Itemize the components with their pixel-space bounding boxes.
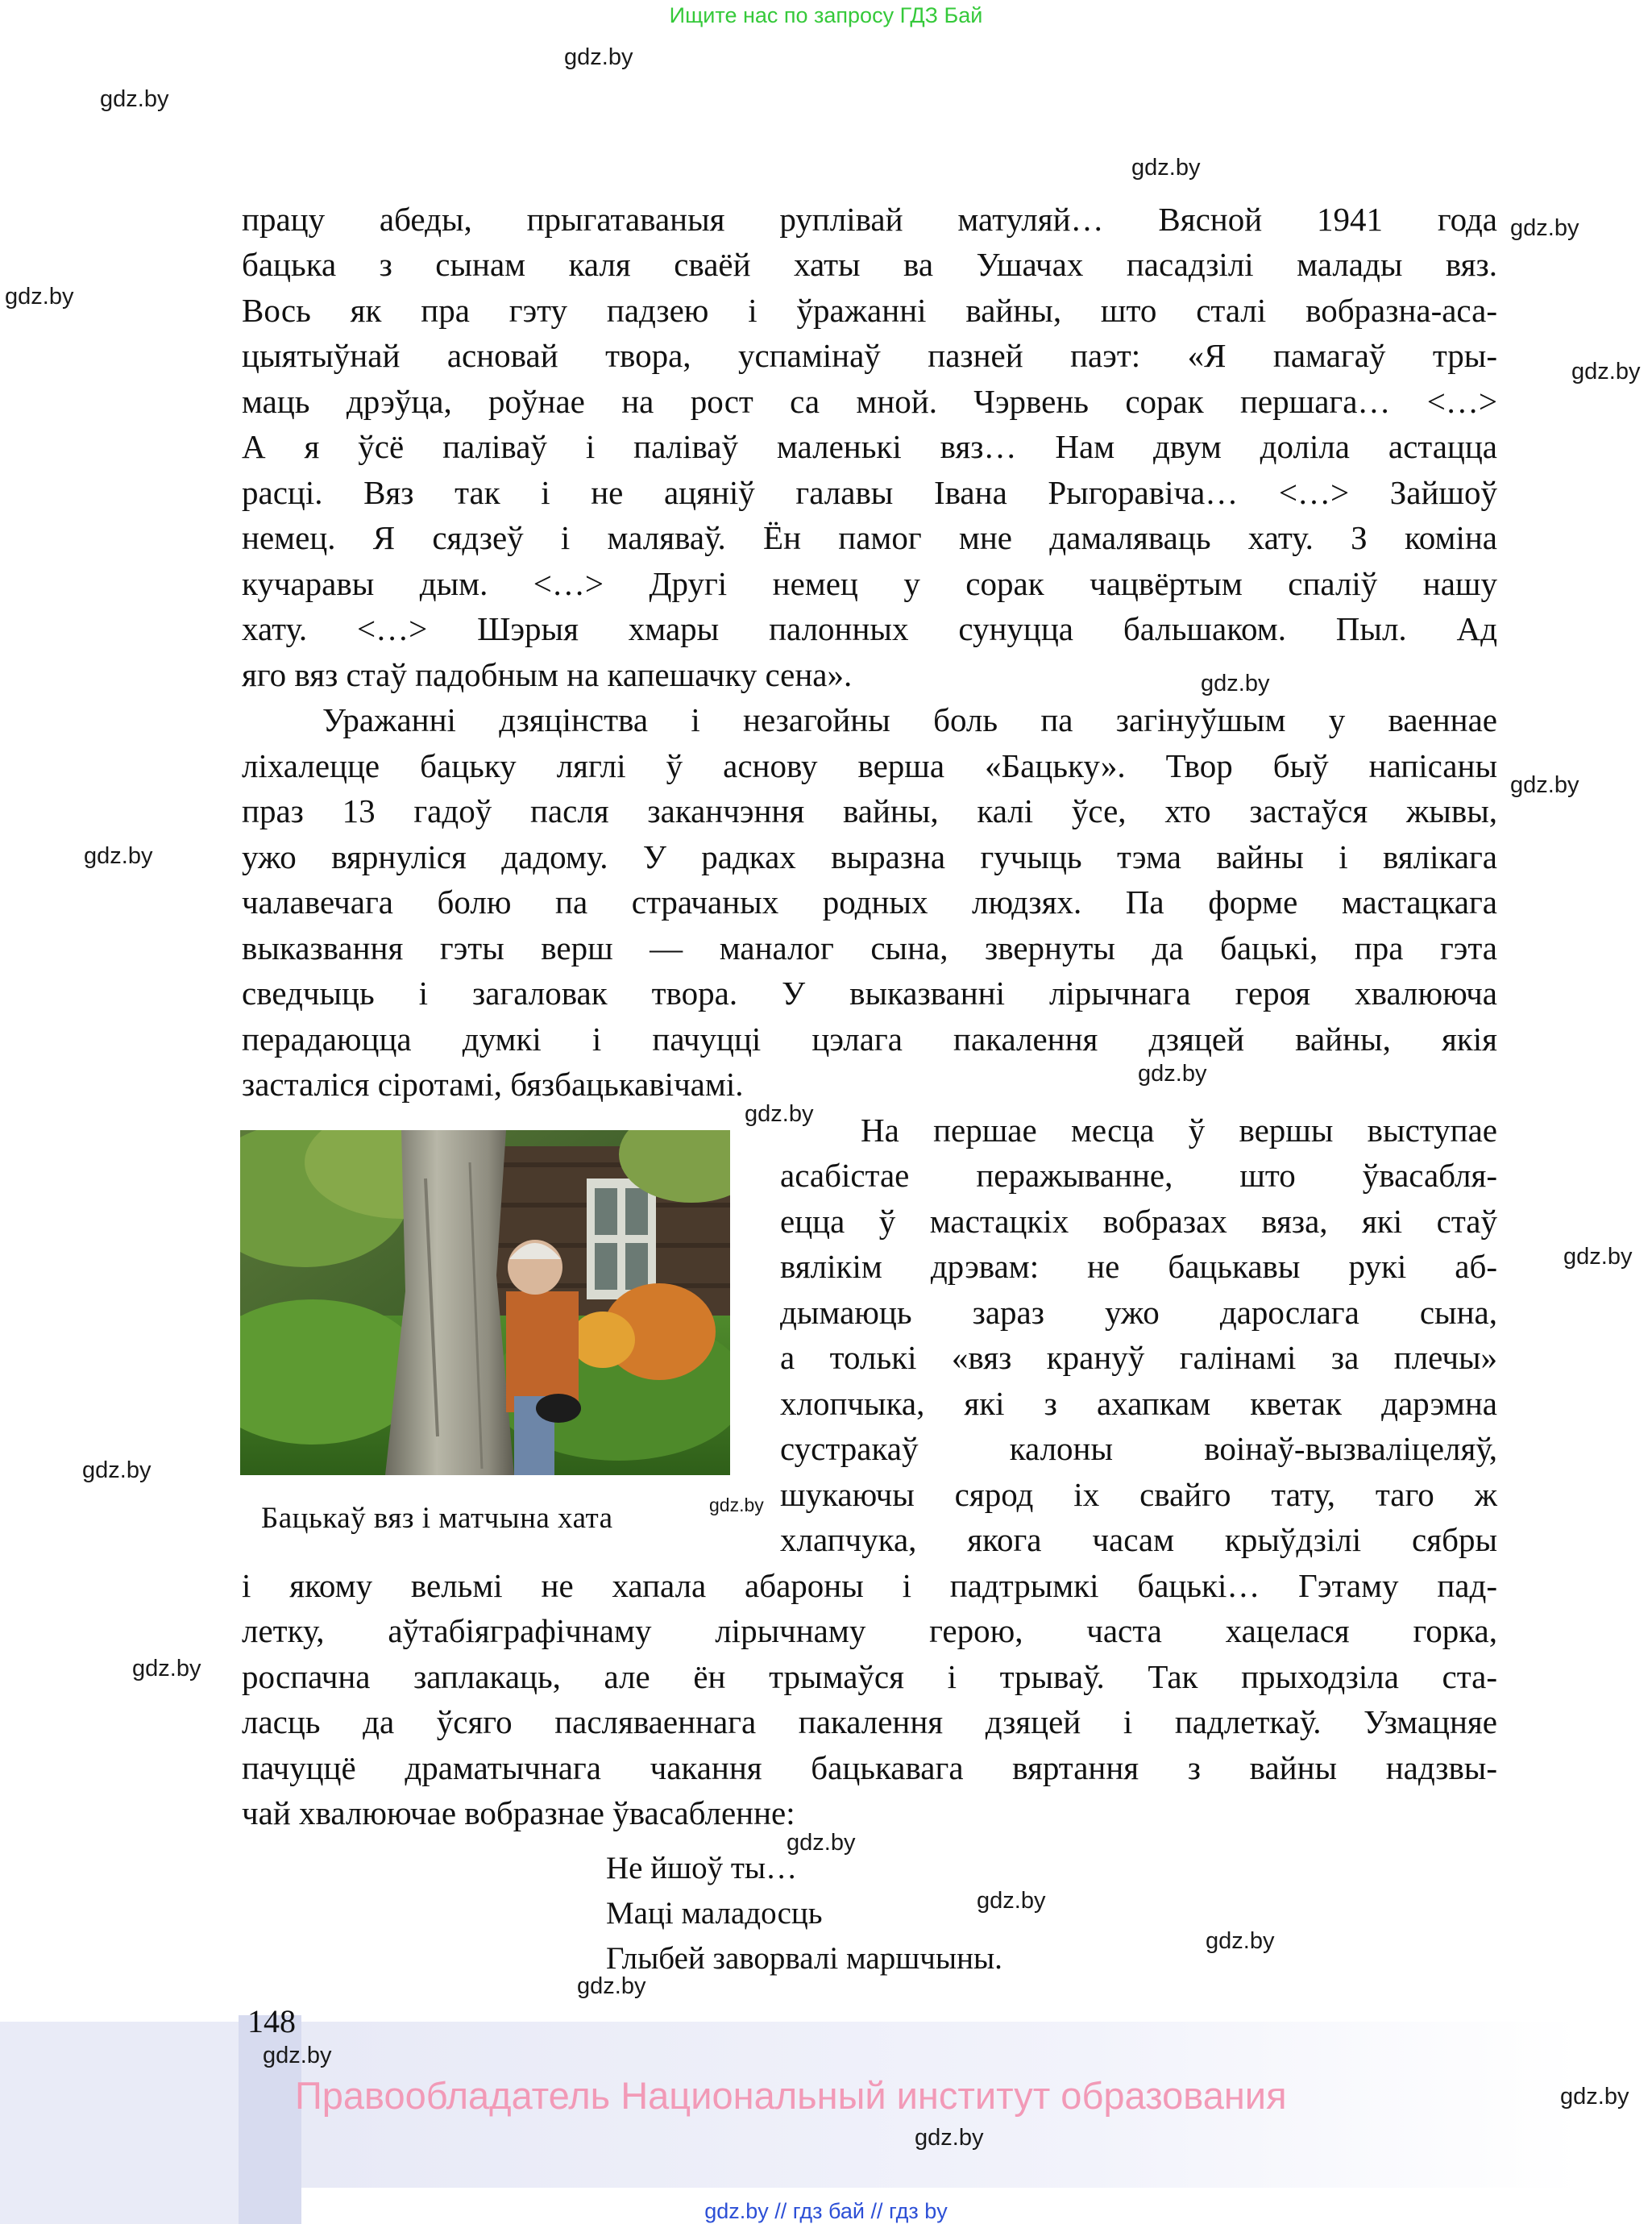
watermark: gdz.by — [977, 1888, 1046, 1914]
text-line: ецца ў мастацкіх вобразах вяза, які стаў — [780, 1203, 1497, 1240]
text-line: маць дрэўца, роўнае на рост са мной. Чэрвень сорак першага… <…> — [242, 383, 1497, 420]
text-line: а толькі «вяз крануў галінамі за плечы» — [780, 1339, 1497, 1376]
watermark: gdz.by — [709, 1494, 764, 1515]
text-line: выказвання гэты верш — маналог сына, звернуты да бацькі, пра гэта — [242, 929, 1497, 967]
watermark: gdz.by — [84, 843, 153, 869]
watermark: gdz.by — [132, 1656, 201, 1682]
text-line: шукаючы сярод іх свайго тату, таго ж — [780, 1476, 1497, 1513]
bottom-links[interactable]: gdz.by // гдз бай // гдз by — [704, 2199, 948, 2223]
photo-elm-tree-and-house — [240, 1130, 730, 1475]
text-line: ліхалецце бацьку ляглі ў аснову верша «Бацьку». Твор быў напісаны — [242, 747, 1497, 784]
watermark: gdz.by — [82, 1457, 152, 1483]
poem-line: Маці маладосць — [606, 1896, 823, 1931]
photo-caption: Бацькаў вяз і матчына хата — [261, 1502, 613, 1535]
text-line: засталіся сіротамі, бязбацькавічамі. — [242, 1066, 744, 1103]
watermark: gdz.by — [1563, 1244, 1633, 1270]
watermark: gdz.by — [263, 2043, 332, 2068]
watermark: gdz.by — [1510, 772, 1579, 798]
text-line: пачуццё драматычнага чакання бацькавага вяртання з вайны надзвы- — [242, 1749, 1497, 1786]
watermark: gdz.by — [1201, 671, 1270, 696]
text-line: цыятыўнай асновай твора, успамінаў пазней паэт: «Я памагаў тры- — [242, 337, 1497, 374]
poem-quote — [606, 1846, 1002, 1981]
text-line: чалавечага болю па страчаных родных людзях. Па форме мастацкага — [242, 883, 1497, 921]
top-banner[interactable]: Ищите нас по запросу ГДЗ Бай — [669, 3, 983, 27]
watermark: gdz.by — [1571, 359, 1641, 385]
text-line: хлопчыка, які з ахапкам кветак дарэмна — [780, 1385, 1497, 1422]
text-line: немец. Я сядзеў і маляваў. Ён памог мне дамаляваць хату. З коміна — [242, 519, 1497, 556]
text-line: расці. Вяз так і не ацяніў галавы Івана Рыгоравіча… <…> Зайшоў — [242, 474, 1497, 511]
text-line: ласць да ўсяго пасляваеннага пакалення дзяцей і падлеткаў. Узмацняе — [242, 1703, 1497, 1740]
watermark: gdz.by — [1560, 2084, 1629, 2110]
text-line: перадаюцца думкі і пачуцці цэлага пакалення дзяцей вайны, якія — [242, 1021, 1497, 1058]
text-line: Уражанні дзяцінства і незагойны боль па загінуўшым у ваеннае — [322, 701, 1497, 738]
text-line: сустракаў калоны воінаў-вызваліцеляў, — [780, 1430, 1497, 1467]
text-line: хату. <…> Шэрыя хмары палонных сунуцца бальшаком. Пыл. Ад — [242, 610, 1497, 647]
watermark: gdz.by — [1510, 215, 1579, 241]
text-line: чай хвалюючае вобразнае ўвасабленне: — [242, 1794, 795, 1831]
text-line: хлапчука, якога часам крыўдзілі сябры — [780, 1521, 1497, 1558]
text-line: бацька з сынам каля сваёй хаты ва Ушачах пасадзілі малады вяз. — [242, 246, 1497, 283]
poem-line: Не йшоў ты… — [606, 1851, 798, 1885]
page-number: 148 — [247, 2003, 296, 2039]
text-line: дымаюць зараз ужо дарослага сына, — [780, 1294, 1497, 1331]
text-line: і якому вельмі не хапала абароны і падтрымкі бацькі… Гэтаму пад- — [242, 1567, 1497, 1604]
text-line: роспачна заплакаць, але ён трымаўся і трываў. Так прыходзіла ста- — [242, 1658, 1497, 1695]
text-line: вялікім дрэвам: не бацькавы рукі аб- — [780, 1248, 1497, 1285]
text-line: працу абеды, прыгатаваныя руплівай матуляй… Вясной 1941 года — [242, 201, 1497, 238]
text-line: Вось як пра гэту падзею і ўражанні вайны, што сталі вобразна-аса- — [242, 292, 1497, 329]
watermark: gdz.by — [1131, 155, 1201, 181]
watermark: gdz.by — [577, 1973, 646, 1999]
watermark: gdz.by — [745, 1101, 814, 1127]
footer-band-left — [0, 2022, 239, 2224]
text-line: праз 13 гадоў пасля заканчэння вайны, калі ўсе, хто застаўся жывы, — [242, 792, 1497, 829]
poem-line: Глыбей заворвалі маршчыны. — [606, 1941, 1002, 1976]
watermark: gdz.by — [1138, 1061, 1207, 1087]
text-line: летку, аўтабіяграфічнаму лірычнаму герою, часта хацелася горка, — [242, 1612, 1497, 1649]
text-line: асабістае перажыванне, што ўвасабля- — [780, 1157, 1497, 1194]
text-line: А я ўсё паліваў і паліваў маленькі вяз… Нам двум доліла астацца — [242, 428, 1497, 465]
watermark: gdz.by — [915, 2125, 984, 2151]
watermark: gdz.by — [787, 1830, 856, 1856]
watermark: gdz.by — [1206, 1928, 1275, 1954]
text-line: яго вяз стаў падобным на капешачку сена». — [242, 656, 853, 693]
text-line: сведчыць і загаловак твора. У выказванні лірычнага героя хвалююча — [242, 975, 1497, 1012]
watermark: gdz.by — [5, 284, 74, 310]
watermark: gdz.by — [564, 44, 633, 70]
text-line: кучаравы дым. <…> Другі немец у сорак чацвёртым спаліў нашу — [242, 565, 1497, 602]
watermark: gdz.by — [100, 86, 169, 112]
text-line: ужо вярнуліся дадому. У радках выразна гучыць тэма вайны і вялікага — [242, 838, 1497, 875]
text-line: На першае месца ў вершы выступае — [861, 1112, 1497, 1149]
rights-holder-notice: Правообладатель Национальный институт образования — [295, 2074, 1287, 2117]
